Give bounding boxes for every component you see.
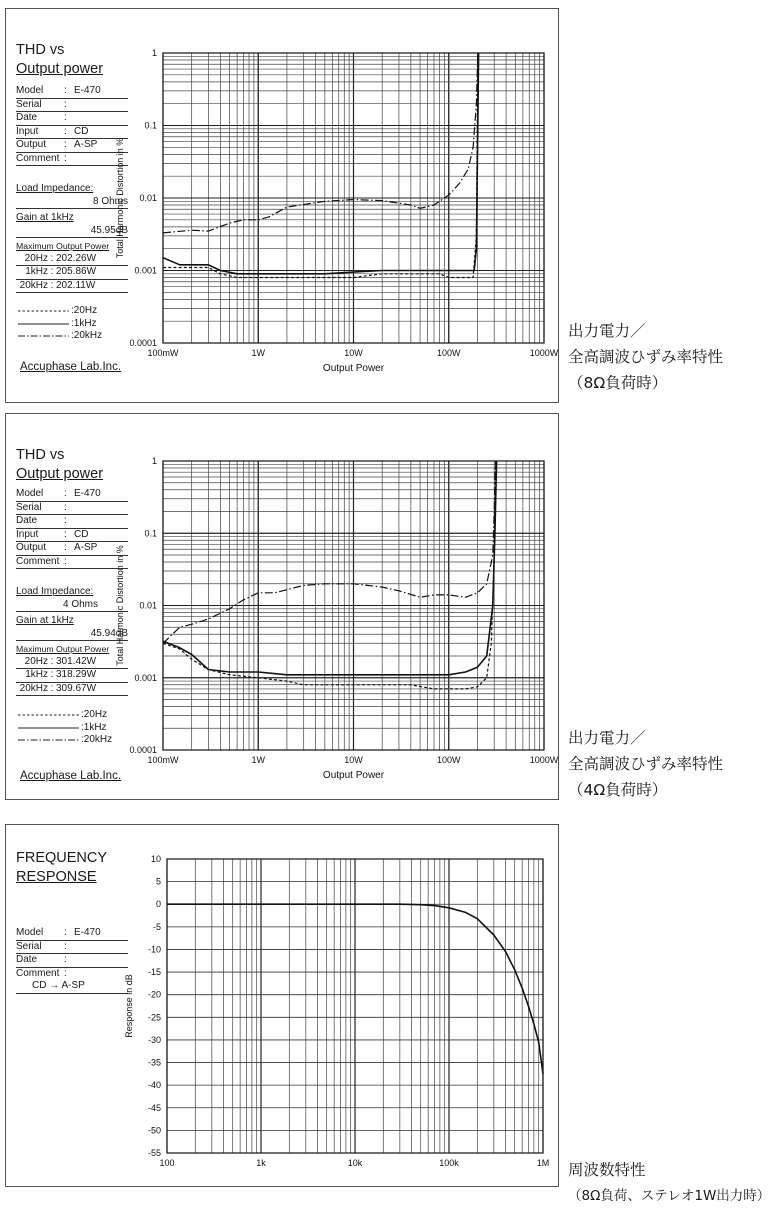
info-row-model: Model : E-470 — [16, 927, 128, 941]
y-axis-label: Total Harmonic Distortion in % — [115, 137, 125, 259]
y-tick-label: 0.01 — [139, 193, 157, 203]
y-tick-label: 0.001 — [134, 265, 157, 276]
info-row-date: Date : — [16, 112, 128, 126]
load-impedance-label: Load Impedance: — [16, 586, 94, 597]
frequency-response-panel — [5, 824, 559, 1187]
y-tick-label: -5 — [152, 921, 161, 932]
y-tick-label: -20 — [147, 989, 161, 1000]
y-tick-label: -50 — [147, 1125, 161, 1136]
series-line-20hz — [163, 461, 496, 689]
y-tick-label: 0.001 — [134, 672, 157, 683]
info-row-comment: Comment : — [16, 153, 128, 167]
info-row-model: Model : E-470 — [16, 85, 128, 99]
y-axis-label: Total Harmonic Distortion in % — [115, 545, 125, 666]
y-tick-label: 0.0001 — [129, 745, 157, 755]
chart-title-line1: FREQUENCY — [16, 850, 108, 866]
jp-caption-8ohm: 出力電力／ 全高調波ひずみ率特性 （8Ω負荷時） — [568, 322, 724, 392]
x-tick-label: 10k — [347, 1158, 363, 1168]
lab-footer: Accuphase Lab.Inc. — [20, 770, 122, 782]
x-tick-label: 1W — [251, 348, 265, 358]
max-power-label: Maximum Output Power — [16, 644, 110, 654]
series-line-1khz — [163, 461, 497, 675]
series-line-20khz — [163, 461, 496, 643]
chart-title-line2: Output power — [16, 61, 104, 77]
y-tick-label: -55 — [147, 1148, 161, 1158]
load-impedance-value: 8 Ohms — [16, 196, 128, 210]
lab-footer: Accuphase Lab.Inc. — [20, 361, 122, 373]
thd-chart-4ohm — [6, 414, 558, 799]
y-tick-label: 1 — [151, 48, 157, 58]
info-row-serial: Serial : — [16, 502, 128, 516]
info-row-date: Date : — [16, 515, 128, 529]
info-row-comment: Comment : — [16, 967, 67, 979]
x-tick-label: 1000W — [529, 348, 558, 358]
x-tick-label: 100mW — [147, 755, 179, 765]
info-row-output: Output : A-SP — [16, 139, 128, 153]
y-tick-label: 5 — [155, 876, 161, 887]
comment-value: CD → A-SP — [16, 980, 128, 994]
chart-title-line1: THD vs — [16, 42, 65, 58]
max-power-row: 20Hz : 202.26W — [16, 253, 128, 267]
series-line-20khz — [163, 53, 478, 233]
thd-panel-4ohm — [5, 413, 559, 800]
y-axis-label: Response in dB — [124, 974, 134, 1038]
info-row-serial: Serial : — [16, 99, 128, 113]
y-tick-label: 0 — [155, 899, 161, 910]
max-power-row: 20kHz : 202.11W — [16, 280, 128, 294]
thd-panel-8ohm — [5, 8, 559, 403]
chart-title-line2: RESPONSE — [16, 869, 97, 885]
gain-value: 45.95dB — [16, 225, 128, 239]
chart-title-line2: Output power — [16, 466, 104, 482]
y-tick-label: 10 — [150, 854, 161, 864]
legend-item-20khz: :20kHz — [16, 330, 128, 343]
jp-caption-frequency: 周波数特性 （8Ω負荷、ステレオ1W出力時） — [568, 1161, 771, 1204]
series-line-20hz — [163, 53, 478, 278]
x-tick-label: 100k — [439, 1158, 459, 1168]
max-power-row: 1kHz : 318.29W — [16, 669, 128, 683]
x-tick-label: 100W — [436, 755, 461, 765]
legend-item-20hz: :20Hz — [16, 305, 128, 318]
y-tick-label: 0.0001 — [129, 338, 157, 348]
y-tick-label: -35 — [147, 1057, 161, 1068]
x-axis-label: Output Power — [322, 363, 385, 374]
x-tick-label: 10W — [344, 755, 363, 765]
y-tick-label: 1 — [151, 456, 157, 466]
x-tick-label: 10W — [344, 348, 363, 358]
legend-item-20hz: :20Hz — [16, 709, 128, 722]
info-row-input: Input : CD — [16, 529, 128, 543]
thd-chart-8ohm — [6, 9, 558, 402]
max-power-row: 20Hz : 301.42W — [16, 656, 128, 670]
x-tick-label: 100 — [159, 1158, 175, 1168]
x-tick-label: 1000W — [529, 755, 558, 765]
info-row-serial: Serial : — [16, 941, 128, 955]
y-tick-label: 0.1 — [144, 528, 157, 539]
x-tick-label: 1W — [251, 755, 265, 765]
max-power-label: Maximum Output Power — [16, 241, 110, 251]
legend-item-1khz: :1kHz — [16, 318, 128, 331]
legend-item-20khz: :20kHz — [16, 734, 128, 747]
y-tick-label: -30 — [147, 1034, 161, 1045]
y-tick-label: 0.1 — [144, 120, 157, 131]
y-tick-label: -25 — [147, 1012, 161, 1023]
load-impedance-label: Load Impedance: — [16, 183, 94, 194]
y-tick-label: -45 — [147, 1102, 161, 1113]
frequency-response-chart — [6, 825, 558, 1186]
max-power-row: 1kHz : 205.86W — [16, 266, 128, 280]
info-row-comment: Comment : — [16, 556, 128, 570]
y-tick-label: -10 — [147, 944, 161, 955]
info-row-date: Date : — [16, 954, 128, 968]
legend-item-1khz: :1kHz — [16, 722, 128, 735]
gain-label: Gain at 1kHz — [16, 212, 74, 223]
y-tick-label: 0.01 — [139, 600, 157, 611]
info-row-model: Model : E-470 — [16, 488, 128, 502]
info-row-output: Output : A-SP — [16, 542, 128, 556]
y-tick-label: -15 — [147, 967, 161, 978]
x-axis-label: Output Power — [322, 770, 385, 781]
load-impedance-value: 4 Ohms — [16, 599, 128, 613]
max-power-row: 20kHz : 309.67W — [16, 683, 128, 697]
x-tick-label: 100W — [436, 348, 461, 358]
x-tick-label: 1k — [256, 1158, 266, 1168]
x-tick-label: 100mW — [147, 348, 179, 358]
gain-label: Gain at 1kHz — [16, 615, 74, 626]
x-tick-label: 1M — [536, 1158, 550, 1168]
info-row-input: Input : CD — [16, 126, 128, 140]
jp-caption-4ohm: 出力電力／ 全高調波ひずみ率特性 （4Ω負荷時） — [568, 729, 724, 799]
gain-value: 45.94dB — [16, 628, 128, 642]
y-tick-label: -40 — [147, 1080, 161, 1091]
chart-title-line1: THD vs — [16, 447, 65, 463]
